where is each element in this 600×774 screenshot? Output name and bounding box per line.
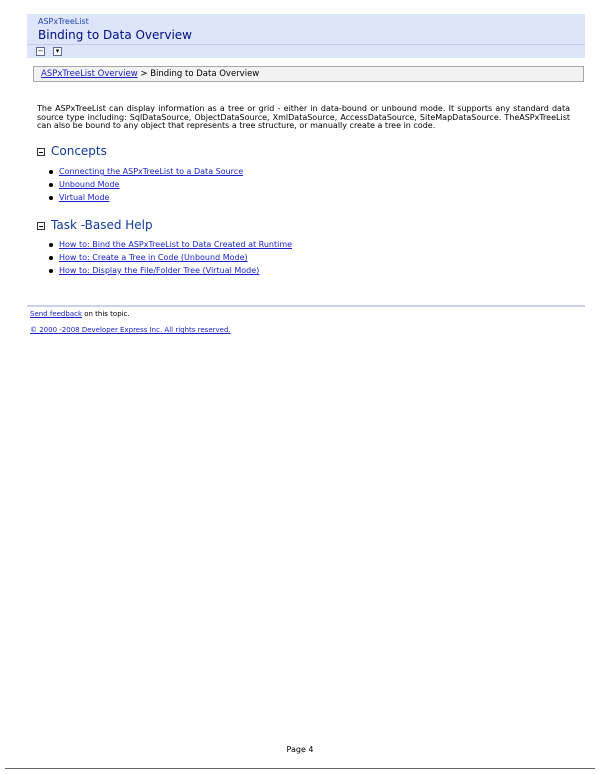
list-item	[40, 178, 243, 191]
page-bottom-rule	[5, 768, 595, 769]
concepts-link-list	[40, 165, 243, 204]
task-link-file-folder-tree[interactable]: How to: Display the File/Folder Tree (Virtual Mode)	[59, 266, 260, 275]
breadcrumb-overview-link[interactable]: ASPxTreeList Overview	[41, 69, 138, 79]
collapse-section-icon[interactable]	[37, 148, 45, 156]
breadcrumb-current: Binding to Data Overview	[150, 69, 260, 79]
send-feedback-link[interactable]: Send feedback	[30, 310, 83, 318]
concept-link-data-source[interactable]: Connecting the ASPxTreeList to a Data Source	[59, 167, 244, 176]
header-toolbar	[27, 44, 585, 58]
section-heading-concepts[interactable]	[37, 144, 107, 158]
list-item	[40, 165, 243, 178]
breadcrumb-separator: >	[137, 69, 151, 79]
footer-divider	[27, 305, 585, 307]
section-heading-text: Concepts	[51, 144, 107, 158]
breadcrumb	[33, 66, 584, 82]
collapse-section-icon[interactable]	[37, 222, 45, 230]
concept-link-virtual-mode[interactable]: Virtual Mode	[59, 193, 110, 202]
list-item	[40, 251, 292, 264]
list-item	[40, 238, 292, 251]
intro-paragraph: The ASPxTreeList can display information as a tree or grid - either in data-bound or unbound mode. It supports any standard data source type including: SqlDataSource, ObjectDataSource, XmlDataSource, AccessDataSource, SiteMapDataSource. TheASPxTreeList can also be bound to any object that represents a tree structure, or manually create a tree in code.	[37, 104, 570, 130]
task-link-bind-runtime-data[interactable]: How to: Bind the ASPxTreeList to Data Created at Runtime	[59, 240, 293, 249]
feedback-line	[30, 310, 130, 318]
collapse-all-icon[interactable]: −	[37, 47, 44, 55]
language-filter-dropdown-icon[interactable]: ▾	[53, 47, 62, 56]
section-heading-task-based-help[interactable]	[37, 218, 153, 232]
copyright-link[interactable]	[30, 326, 231, 334]
page-title: Binding to Data Overview	[38, 28, 192, 42]
feedback-text: on this topic.	[82, 310, 130, 318]
product-name: ASPxTreeList	[38, 17, 89, 26]
task-link-create-tree-in-code[interactable]: How to: Create a Tree in Code (Unbound Mode)	[59, 253, 248, 262]
copyright-text[interactable]: © 2000 -2008 Developer Express Inc. All rights reserved.	[30, 326, 231, 334]
list-item	[40, 264, 292, 277]
task-link-list	[40, 238, 292, 277]
page-number: Page 4	[286, 745, 314, 754]
section-heading-text: Task -Based Help	[51, 218, 153, 232]
concept-link-unbound-mode[interactable]: Unbound Mode	[59, 180, 120, 189]
list-item	[40, 191, 243, 204]
